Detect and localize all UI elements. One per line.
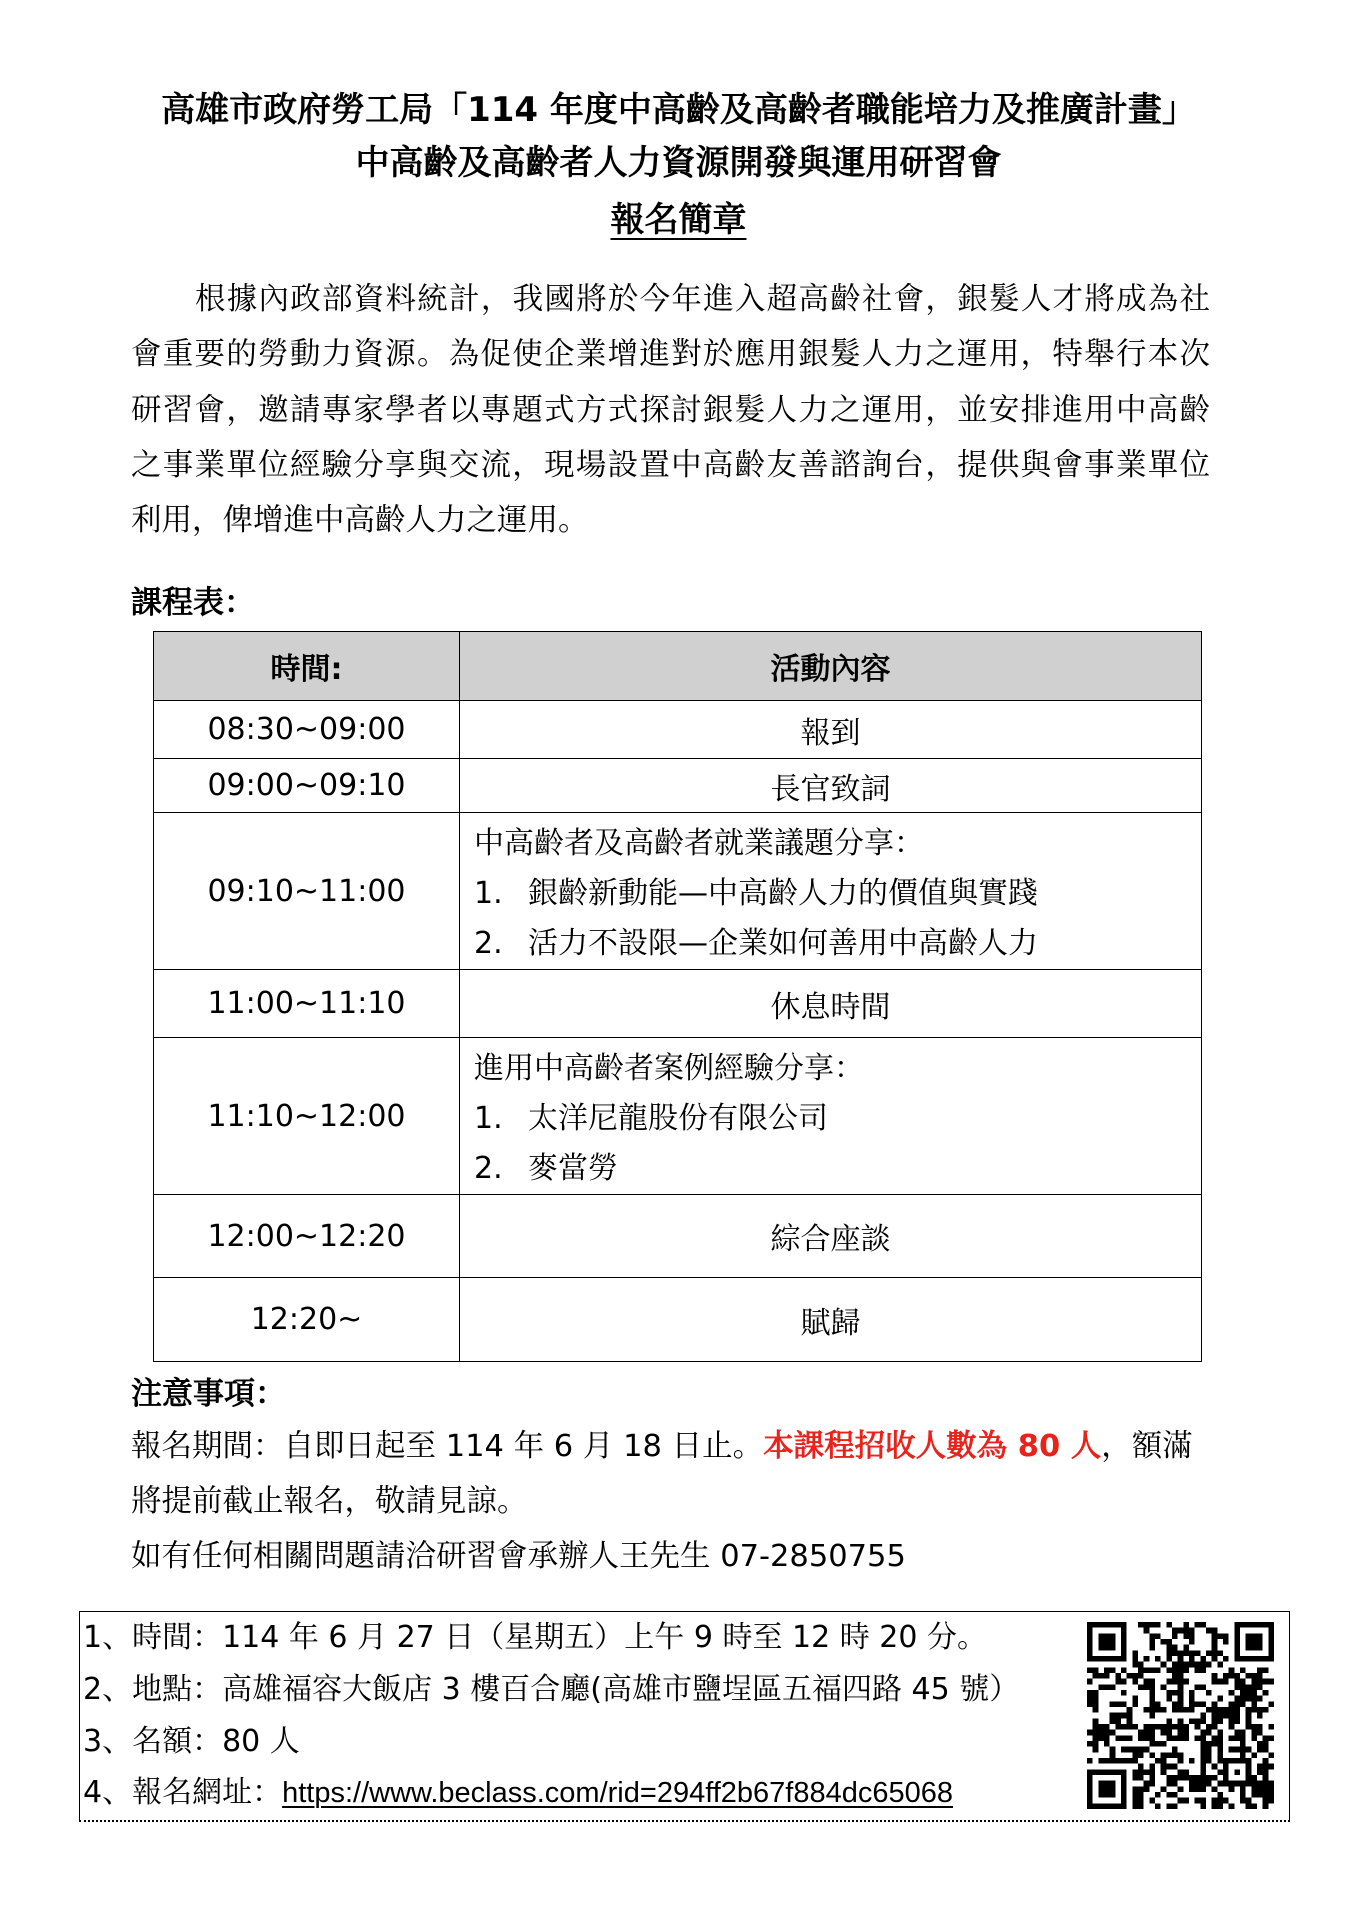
registration-period: 報名期間：自即日起至 114 年 6 月 18 日止。 [131,1429,764,1464]
contact-info: 如有任何相關問題請洽研習會承辦人王先生 07-2850755 [131,1539,906,1574]
schedule-activity-list [460,1038,1202,1195]
title-organizer-line: 高雄市政府勞工局「114 年度中高齡及高齡者職能培力及推廣計畫」 [161,90,1196,130]
item-text: 太洋尼龍股份有限公司 [528,1101,828,1136]
schedule-time: 11:00~11:10 [154,970,460,1038]
schedule-row [154,1038,1202,1195]
schedule-activity: 報到 [460,701,1202,759]
schedule-header-row [154,632,1202,701]
registration-url-link[interactable]: https://www.beclass.com/rid=294ff2b67f884dc65068 [282,1777,954,1810]
schedule-row [154,759,1202,813]
schedule-time: 09:10~11:00 [154,813,460,970]
schedule-activity: 長官致詞 [460,759,1202,813]
column-header-activity: 活動內容 [460,632,1202,701]
intro-line: 之事業單位經驗分享與交流，現場設置中高齡友善諮詢台，提供與會事業單位 [131,447,1210,483]
schedule-table [153,631,1202,1362]
title-document-type: 報名簡章 [610,200,747,240]
schedule-activity-list [460,813,1202,970]
intro-line: 研習會，邀請專家學者以專題式方式探討銀髮人力之運用，並安排進用中高齡 [131,392,1210,428]
capacity-tail: ，額滿 [1101,1429,1193,1464]
schedule-activity: 休息時間 [460,970,1202,1038]
title-document-type-wrapper [0,198,1357,242]
column-header-time: 時間: [154,632,460,701]
schedule-time: 12:20~ [154,1278,460,1362]
schedule-activity: 綜合座談 [460,1195,1202,1278]
intro-line: 會重要的勞動力資源。為促使企業增進對於應用銀髮人力之運用，特舉行本次 [131,337,1210,373]
qr-code [1087,1622,1274,1809]
item-number: 1. [474,876,503,911]
event-registration-url-line [83,1767,1019,1819]
notes-body [131,1419,1281,1584]
registration-period-line [131,1419,1281,1474]
event-info-box [79,1611,1290,1822]
schedule-row [154,1195,1202,1278]
schedule-activity-item [474,869,1201,919]
capacity-notice: 本課程招收人數為 80 人 [763,1429,1102,1464]
schedule-time: 08:30~09:00 [154,701,460,759]
event-info-list [83,1612,1019,1819]
schedule-activity-item [474,1094,1201,1144]
schedule-heading: 課程表： [131,585,255,621]
item-text: 銀齡新動能—中高齡人力的價值與實踐 [528,876,1038,911]
schedule-activity: 賦歸 [460,1278,1202,1362]
item-text: 活力不設限—企業如何善用中高齡人力 [528,926,1038,961]
schedule-time: 11:10~12:00 [154,1038,460,1195]
closing-notice: 將提前截止報名，敬請見諒。 [131,1484,528,1519]
schedule-activity-item [474,919,1201,969]
intro-line: 根據內政部資料統計，我國將於今年進入超高齡社會，銀髮人才將成為社 [195,282,1210,317]
schedule-row [154,701,1202,759]
schedule-time: 12:00~12:20 [154,1195,460,1278]
schedule-row [154,1278,1202,1362]
schedule-time: 09:00~09:10 [154,759,460,813]
item-text: 麥當勞 [528,1151,618,1186]
title-event-name: 中高齡及高齡者人力資源開發與運用研習會 [355,143,1002,183]
event-quota: 3、名額：80 人 [83,1723,300,1759]
schedule-activity-heading: 中高齡者及高齡者就業議題分享： [474,826,924,861]
schedule-activity-item [474,1144,1201,1194]
intro-line: 利用，俾增進中高齡人力之運用。 [131,503,589,539]
schedule-activity-heading: 進用中高齡者案例經驗分享： [474,1051,864,1086]
schedule-row [154,970,1202,1038]
item-number: 2. [474,1151,503,1186]
intro-paragraph [131,272,1210,548]
notes-heading: 注意事項： [131,1376,286,1412]
schedule-row [154,813,1202,970]
event-location: 2、地點：高雄福容大飯店 3 樓百合廳(高雄市鹽埕區五福四路 45 號） [83,1671,1020,1707]
registration-url-label: 4、報名網址： [83,1775,283,1811]
item-number: 2. [474,926,503,961]
event-time: 1、時間：114 年 6 月 27 日（星期五）上午 9 時至 12 時 20 分。 [83,1620,987,1655]
item-number: 1. [474,1101,503,1136]
